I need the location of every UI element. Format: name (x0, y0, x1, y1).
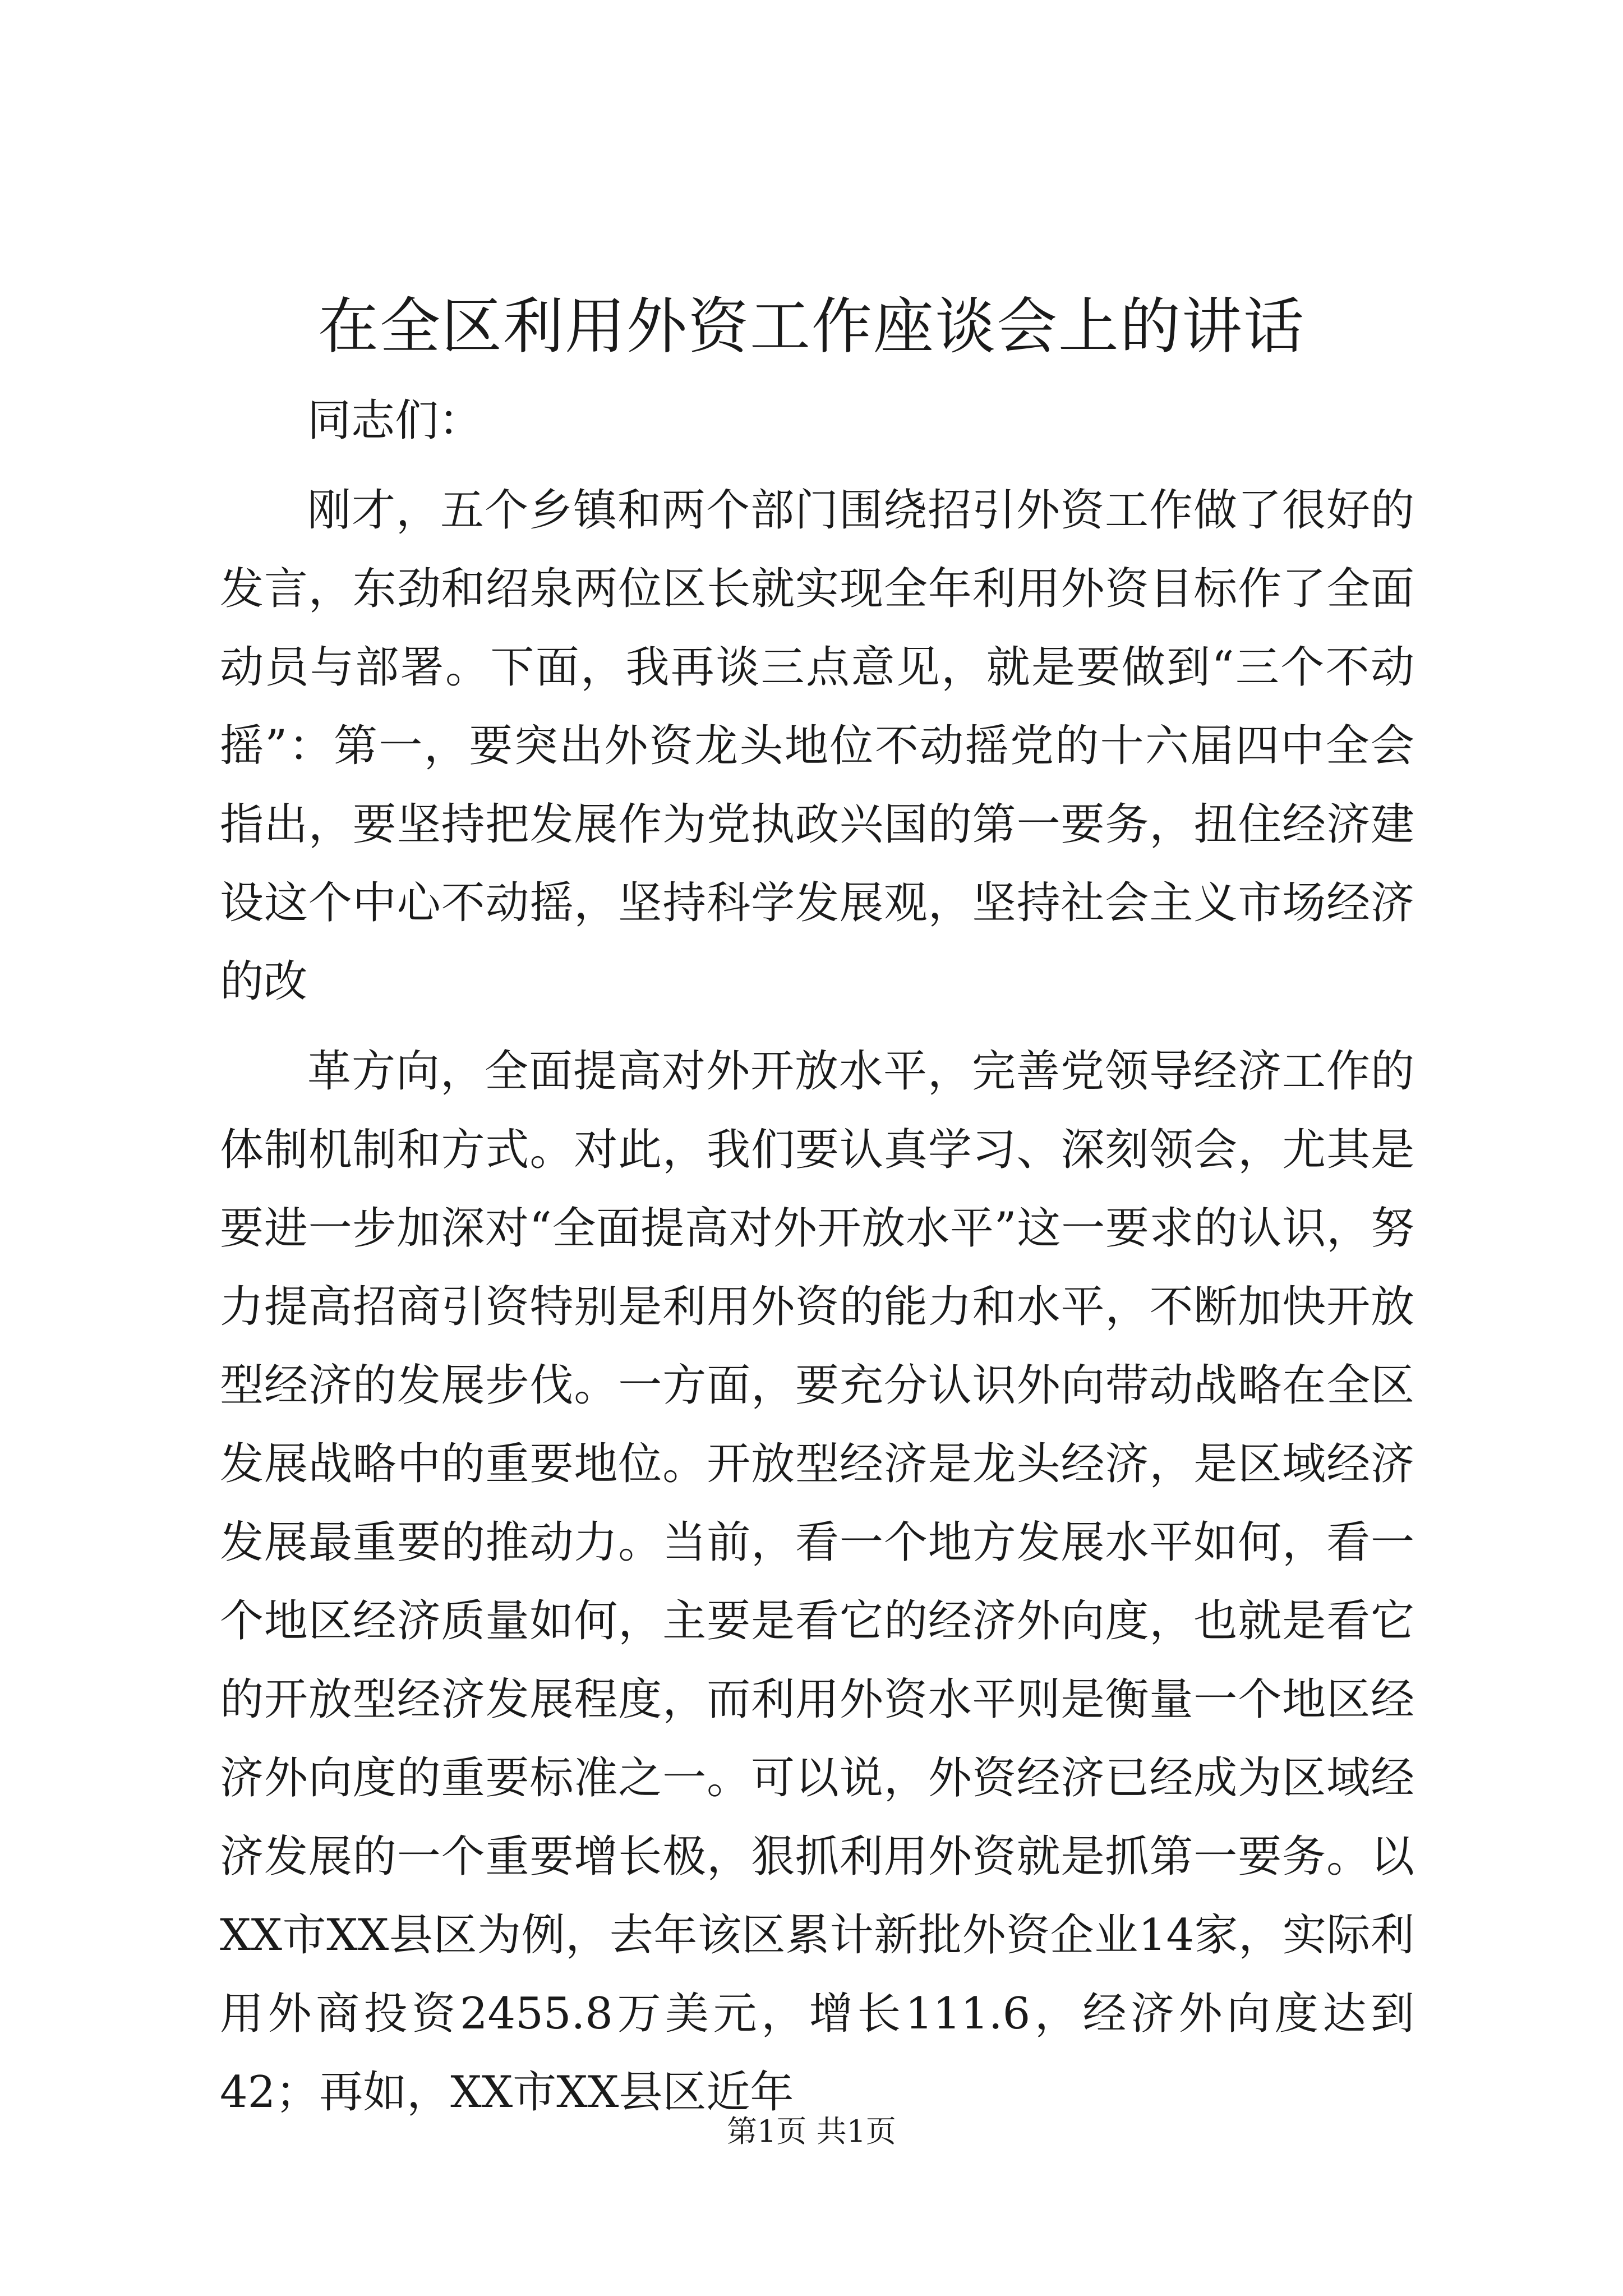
paragraph: 刚才，五个乡镇和两个部门围绕招引外资工作做了很好的发言，东劲和绍泉两位区长就实现全年利用外资目标作了全面动员与部署。下面，我再谈三点意见，就是要做到“三个不动摇”：第一，要突出外资龙头地位不动摇党的十六届四中全会指出，要坚持把发展作为党执政兴国的第一要务，扭住经济建设这个中心不动摇，坚持科学发展观，坚持社会主义市场经济的改 (220, 485, 1414, 1007)
page-number-footer: 第1页 共1页 (727, 2114, 896, 2149)
page-title: 在全区利用外资工作座谈会上的讲话 (317, 292, 1305, 362)
document-body (220, 381, 1414, 2132)
salutation: 同志们： (307, 395, 483, 446)
paragraph: 革方向，全面提高对外开放水平，完善党领导经济工作的体制机制和方式。对此，我们要认真学习、深刻领会，尤其是要进一步加深对“全面提高对外开放水平”这一要求的认识，努力提高招商引资特别是利用外资的能力和水平，不断加快开放型经济的发展步伐。一方面，要充分认识外向带动战略在全区发展战略中的重要地位。开放型经济是龙头经济，是区域经济发展最重要的推动力。当前，看一个地方发展水平如何，看一个地区经济质量如何，主要是看它的经济外向度，也就是看它的开放型经济发展程度，而利用外资水平则是衡量一个地区经济外向度的重要标准之一。可以说，外资经济已经成为区域经济发展的一个重要增长极，狠抓利用外资就是抓第一要务。以XX市XX县区为例，去年该区累计新批外资企业14家，实际利用外商投资2455.8万美元，增长111.6，经济外向度达到42；再如，XX市XX县区近年 (220, 1046, 1414, 2118)
